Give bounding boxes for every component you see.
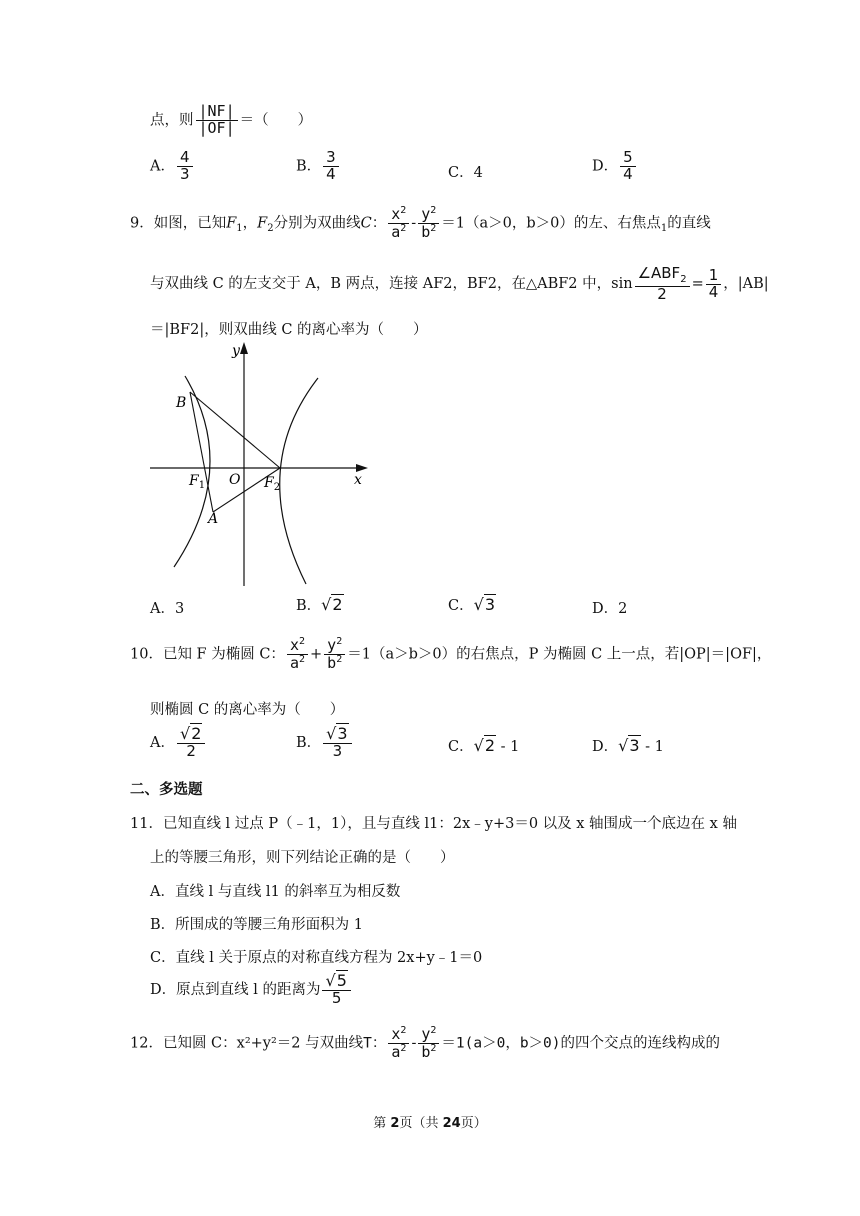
q9-f1-sub: 1 xyxy=(236,223,243,235)
q10-line2-text: 则椭圆 C 的离心率为（ ） xyxy=(150,702,345,718)
q9-y-num xyxy=(418,206,439,224)
q11-option-b: B．所围成的等腰三角形面积为 1 xyxy=(150,917,363,933)
q10-y: y xyxy=(327,636,337,654)
q10-d-sqrt: √3 xyxy=(618,736,640,755)
q9-colon: ： xyxy=(371,215,387,232)
q8-option-d-value xyxy=(620,150,636,183)
q9-f2-sub: 2 xyxy=(267,223,274,235)
q8-b-num: 3 xyxy=(323,150,339,167)
q9-x-sq: 2 xyxy=(400,205,407,216)
label-f2 xyxy=(263,475,280,493)
q8-option-a-label: A． xyxy=(150,158,175,175)
q12-b-sq: 2 xyxy=(430,1042,437,1054)
q9-c-sqrt: √3 xyxy=(473,595,495,614)
q9-eq-rest: ＝1（a＞0，b＞0）的左、右焦点 xyxy=(441,215,661,232)
q11-line1 xyxy=(130,812,737,833)
q10-b-sq: 2 xyxy=(336,653,343,665)
q11-line2-text: 上的等腰三角形，则下列结论正确的是（ ） xyxy=(150,850,455,866)
q10-number: 10． xyxy=(130,646,163,663)
q9-quarter xyxy=(706,265,722,301)
q10-y-den xyxy=(324,655,345,672)
q10-c-sqrt: √2 xyxy=(473,736,495,755)
q9-option-a xyxy=(150,597,184,618)
q10-d-label: D． xyxy=(592,739,619,755)
q9-hyperbola-figure xyxy=(140,338,380,590)
x-axis-arrow-icon xyxy=(356,464,368,472)
q8-d-den: 4 xyxy=(623,164,633,183)
q11-line2 xyxy=(150,846,455,867)
q10-a-label: A． xyxy=(150,734,175,751)
q9-a-value: 3 xyxy=(174,601,185,617)
q10-option-a xyxy=(150,726,207,760)
q10-b: b xyxy=(327,653,337,672)
q12-rest: ＝1(a＞0，b＞0)的四个交点的连线构成的 xyxy=(441,1035,721,1052)
q10-b-den: 3 xyxy=(332,741,343,760)
q9-option-c xyxy=(448,594,496,615)
q9-quarter-den: 4 xyxy=(708,282,719,301)
q8-option-b xyxy=(296,150,341,183)
q12-b: b xyxy=(421,1042,431,1061)
label-a: A xyxy=(208,511,219,527)
q10-a-num: √2 xyxy=(177,726,205,744)
q11-d-text: D．原点到直线 l 的距离为 xyxy=(150,981,321,998)
q10-ellipse-x xyxy=(287,637,308,672)
footer-total-pages: 24 xyxy=(442,1116,461,1131)
q9-f2: F xyxy=(257,215,268,232)
q9-option-d xyxy=(592,597,627,618)
q11-d-den: 5 xyxy=(331,988,342,1007)
q8-b-den: 4 xyxy=(326,164,336,183)
q9-line2 xyxy=(150,266,769,302)
q8-option-c-value: 4 xyxy=(473,165,483,181)
q8-a-den: 3 xyxy=(179,164,190,183)
q9-ab: ，|AB| xyxy=(723,276,769,293)
q12-y: y xyxy=(421,1025,431,1043)
q9-line1 xyxy=(130,206,711,241)
q9-sub1: 1 xyxy=(660,223,668,235)
q9-b-rad: 2 xyxy=(332,595,343,614)
footer-pre: 第 xyxy=(373,1116,391,1131)
q8-ratio-num: |NF| xyxy=(196,104,238,121)
y-axis-arrow-icon xyxy=(240,342,248,354)
q9-a-sq: 2 xyxy=(400,222,407,234)
q9-text1: 如图，已知 xyxy=(153,215,227,232)
line-bf2 xyxy=(190,392,280,468)
q8-lead: 点，则 xyxy=(150,112,194,129)
q9-c-label: C． xyxy=(448,598,474,614)
q12-number: 12． xyxy=(130,1035,163,1052)
q9-b: b xyxy=(421,222,431,241)
q10-b-rad: 3 xyxy=(337,724,348,743)
q9-line2-text: 与双曲线 C 的左支交于 A，B 两点，连接 AF2，BF2，在△ABF2 中，sin xyxy=(150,276,633,293)
label-b: B xyxy=(176,395,187,411)
q9-b-label: B． xyxy=(296,598,322,614)
q9-c-rad: 3 xyxy=(484,595,495,614)
q9-f1: F xyxy=(226,215,237,232)
q8-option-a-value xyxy=(177,150,193,183)
q11-number: 11． xyxy=(130,816,163,832)
q10-a-value xyxy=(177,726,205,760)
q9-quarter-num: 1 xyxy=(706,268,722,285)
q8-ratio-den: |OF| xyxy=(198,118,235,137)
q9-y-den xyxy=(418,224,439,241)
q8-d-num: 5 xyxy=(620,150,636,167)
q12-y-sq: 2 xyxy=(430,1025,437,1036)
q9-angle-num xyxy=(635,266,690,287)
q8-option-b-label: B． xyxy=(296,158,322,175)
q9-b-sqrt: √2 xyxy=(321,595,343,614)
q8-option-b-value xyxy=(323,150,339,183)
q8-stem xyxy=(150,104,312,137)
q10-d-rad: 3 xyxy=(629,736,640,755)
q10-option-d xyxy=(592,735,664,756)
q8-option-d xyxy=(592,150,638,183)
q11-d-value xyxy=(322,973,350,1007)
q9-minus: - xyxy=(411,215,417,232)
q9-a-label: A． xyxy=(150,601,175,617)
q10-d-tail: - 1 xyxy=(640,739,664,755)
q8-a-num: 4 xyxy=(177,150,193,167)
q9-line3-text: ＝|BF2|，则双曲线 C 的离心率为（ ） xyxy=(150,322,428,338)
label-f1-letter: F xyxy=(189,473,199,489)
q9-text2: 分别为双曲线 xyxy=(273,215,361,232)
footer-page-number: 2 xyxy=(390,1116,400,1131)
q9-angle-den: 2 xyxy=(657,284,667,303)
q12-a-sq: 2 xyxy=(400,1042,407,1054)
q9-a: a xyxy=(391,222,401,241)
right-branch xyxy=(280,378,318,584)
q10-x-den xyxy=(287,655,308,672)
q10-b-value xyxy=(323,726,351,760)
q10-a: a xyxy=(289,653,299,672)
section-title-multi-choice: 二、多选题 xyxy=(130,782,203,798)
q11-d-num: √5 xyxy=(322,973,350,991)
q12-a: a xyxy=(391,1042,401,1061)
q9-d-value: 2 xyxy=(618,601,628,617)
q8-option-d-label: D． xyxy=(592,158,619,175)
q12-x-sq: 2 xyxy=(400,1025,407,1036)
q11-d-rad: 5 xyxy=(336,971,347,990)
q10-option-b xyxy=(296,726,354,760)
q9-x-den xyxy=(388,224,409,241)
q9-angle-frac xyxy=(635,266,690,302)
q12-text1: 已知圆 C：x²+y²＝2 与双曲线 xyxy=(162,1035,364,1052)
label-f2-letter: F xyxy=(264,475,274,491)
q12-line1 xyxy=(130,1026,720,1061)
q12-y-den xyxy=(418,1044,439,1061)
q12-x-den xyxy=(388,1044,409,1061)
q8-ratio xyxy=(196,104,238,137)
q10-c-label: C． xyxy=(448,739,474,755)
q9-y-sq: 2 xyxy=(430,205,437,216)
footer-mid: 页（共 xyxy=(399,1116,443,1131)
q12-y-num xyxy=(418,1026,439,1044)
q12-t: T： xyxy=(363,1035,387,1052)
q9-x-num xyxy=(388,206,409,224)
q10-x-num xyxy=(287,637,308,655)
q10-a-den: 2 xyxy=(186,741,196,760)
q12-x: x xyxy=(391,1025,401,1043)
label-f1-sub: 1 xyxy=(198,480,206,491)
q10-c-tail: - 1 xyxy=(496,739,520,755)
q10-text1: 已知 F 为椭圆 C： xyxy=(162,646,285,663)
q9-angle: ∠ABF xyxy=(637,264,681,282)
q10-x-sq: 2 xyxy=(298,636,305,647)
q9-option-b xyxy=(296,594,344,615)
page-footer xyxy=(0,1112,860,1131)
q9-hyperbola-y xyxy=(418,206,439,241)
q9-y: y xyxy=(421,205,431,223)
q9-d-label: D． xyxy=(592,601,619,617)
q10-line2 xyxy=(150,698,344,719)
label-y: y xyxy=(232,343,240,359)
q11-line1-text: 已知直线 l 过点 P（﹣1，1），且与直线 l1：2x﹣y+3＝0 以及 x 轴围成一个底边在 x 轴 xyxy=(162,816,737,832)
q10-x: x xyxy=(289,636,299,654)
q9-line3 xyxy=(150,318,428,339)
q8-option-a xyxy=(150,150,195,183)
q10-b-num: √3 xyxy=(323,726,351,744)
label-f1 xyxy=(188,473,205,491)
q9-text3: 的直线 xyxy=(667,215,711,232)
q12-x-num xyxy=(388,1026,409,1044)
label-f2-sub: 2 xyxy=(273,482,281,493)
q10-y-sq: 2 xyxy=(336,636,343,647)
q11-option-c: C．直线 l 关于原点的对称直线方程为 2x+y﹣1＝0 xyxy=(150,950,483,966)
q9-number: 9． xyxy=(130,215,154,232)
q12-x-frac xyxy=(388,1026,409,1061)
q9-b-sq: 2 xyxy=(430,222,437,234)
label-o: O xyxy=(229,472,241,488)
q9-hyperbola-x xyxy=(388,206,409,241)
q11-option-a: A．直线 l 与直线 l1 的斜率互为相反数 xyxy=(150,884,401,900)
q10-y-num xyxy=(324,637,345,655)
q8-option-c xyxy=(448,161,483,182)
q9-angle-sub: 2 xyxy=(680,274,687,285)
q10-c-rad: 2 xyxy=(484,736,495,755)
q10-option-c xyxy=(448,735,519,756)
q9-x: x xyxy=(391,205,401,223)
q12-minus: - xyxy=(411,1035,417,1052)
q9-c: C xyxy=(360,215,372,232)
label-x: x xyxy=(354,472,362,488)
q10-plus: + xyxy=(310,646,323,663)
q8-option-c-label: C． xyxy=(448,165,474,181)
q9-eqsign: = xyxy=(691,276,704,293)
q10-a-sq: 2 xyxy=(298,653,305,665)
q10-ellipse-y xyxy=(324,637,345,672)
q10-a-rad: 2 xyxy=(191,724,202,743)
q10-line1 xyxy=(130,637,771,672)
q10-eq-rest: ＝1（a＞b＞0）的右焦点，P 为椭圆 C 上一点，若|OP|＝|OF|， xyxy=(347,646,772,663)
q10-b-label: B． xyxy=(296,734,322,751)
q12-y-frac xyxy=(418,1026,439,1061)
footer-post: 页） xyxy=(460,1116,487,1131)
q11-option-d xyxy=(150,973,353,1007)
q8-tail: ＝（ ） xyxy=(239,112,313,129)
q9-comma: ， xyxy=(242,215,258,232)
